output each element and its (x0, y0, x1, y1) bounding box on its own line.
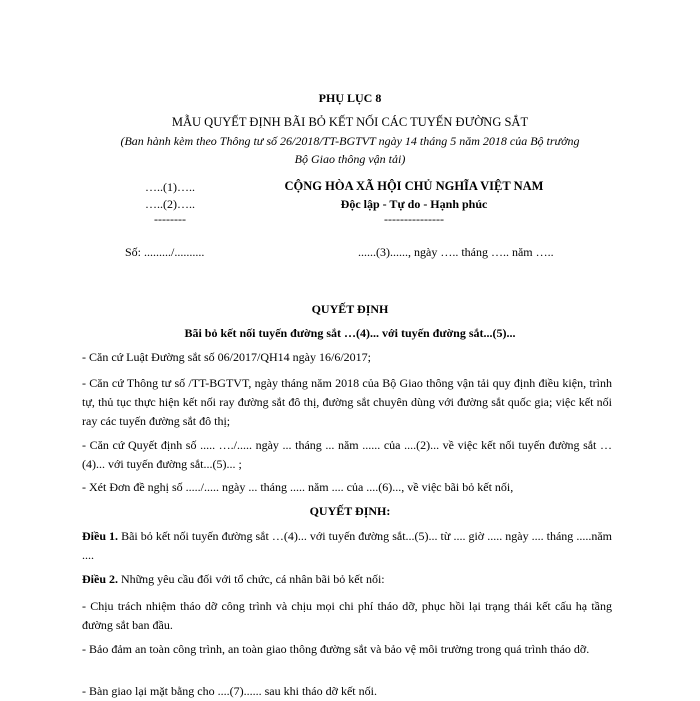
national-motto: Độc lập - Tự do - Hạnh phúc (340, 197, 488, 211)
article-1 (82, 527, 612, 565)
decision-subject: Bãi bỏ kết nối tuyến đường sắt …(4)... với tuyến đường sắt...(5)... (184, 326, 516, 340)
requirement-dismantle: - Chịu trách nhiệm tháo dỡ công trình và chịu mọi chi phí tháo dỡ, phục hồi lại trạng thái kết cấu hạ tầng đường sắt ban đầu. (82, 599, 612, 632)
place-and-date: ......(3)......, ngày ….. tháng ….. năm ….. (358, 245, 554, 259)
requirement-safety: - Bảo đảm an toàn công trình, an toàn giao thông đường sắt và bảo vệ môi trường trong quá trình tháo dỡ. (82, 642, 590, 656)
article-2-label: Điều 2. (82, 572, 118, 586)
petition-consideration: - Xét Đơn đề nghị số ...../..... ngày ... tháng ..... năm .... của ....(6)..., về việc bãi bỏ kết nối, (82, 480, 514, 494)
requirement-handover: - Bàn giao lại mặt bằng cho ....(7)...... sau khi tháo dỡ kết nối. (82, 684, 377, 698)
agency-line-1: …..(1)….. (145, 180, 195, 194)
form-title: MẪU QUYẾT ĐỊNH BÃI BỎ KẾT NỐI CÁC TUYẾN ĐƯỜNG SẮT (171, 115, 529, 129)
issued-with-line-2: Bộ Giao thông vận tải) (294, 152, 406, 166)
article-1-text: Bãi bỏ kết nối tuyến đường sắt …(4)... với tuyến đường sắt...(5)... từ .... giờ ..... ngày .... tháng .....năm .... (82, 529, 613, 562)
decision-title: QUYẾT ĐỊNH (311, 302, 389, 316)
legal-basis-law: - Căn cứ Luật Đường sắt số 06/2017/QH14 ngày 16/6/2017; (82, 350, 371, 364)
legal-basis-previous-decision: - Căn cứ Quyết định số ..... …./..... ngày ... tháng ... năm ...... của ....(2)... về việc kết nối tuyến đường sắt …(4)... với tuyến đường sắt...(5)... ; (82, 438, 612, 471)
article-2 (82, 570, 612, 589)
agency-line-2: …..(2)….. (145, 197, 195, 211)
document-number: Số: ........./.......... (125, 245, 205, 259)
issued-with-line-1: (Ban hành kèm theo Thông tư số 26/2018/TT-BGTVT ngày 14 tháng 5 năm 2018 của Bộ trưởng (120, 134, 580, 148)
right-divider: --------------- (384, 212, 444, 226)
decides-heading: QUYẾT ĐỊNH: (309, 504, 391, 518)
left-divider: -------- (154, 212, 186, 226)
article-2-text: Những yêu cầu đối với tổ chức, cá nhân bãi bỏ kết nối: (118, 572, 385, 586)
legal-basis-circular: - Căn cứ Thông tư số /TT-BGTVT, ngày tháng năm 2018 của Bộ Giao thông vận tải quy định điều kiện, trình tự, thủ tục thực hiện kết nối ray đường sắt đô thị, đường sắt chuyên dùng với đường sắt quốc gia; việc kết nối ray các tuyến đường sắt đô thị; (82, 376, 612, 428)
article-1-label: Điều 1. (82, 529, 119, 543)
nation-name: CỘNG HÒA XÃ HỘI CHỦ NGHĨA VIỆT NAM (284, 179, 544, 193)
appendix-title: PHỤ LỤC 8 (318, 91, 382, 105)
